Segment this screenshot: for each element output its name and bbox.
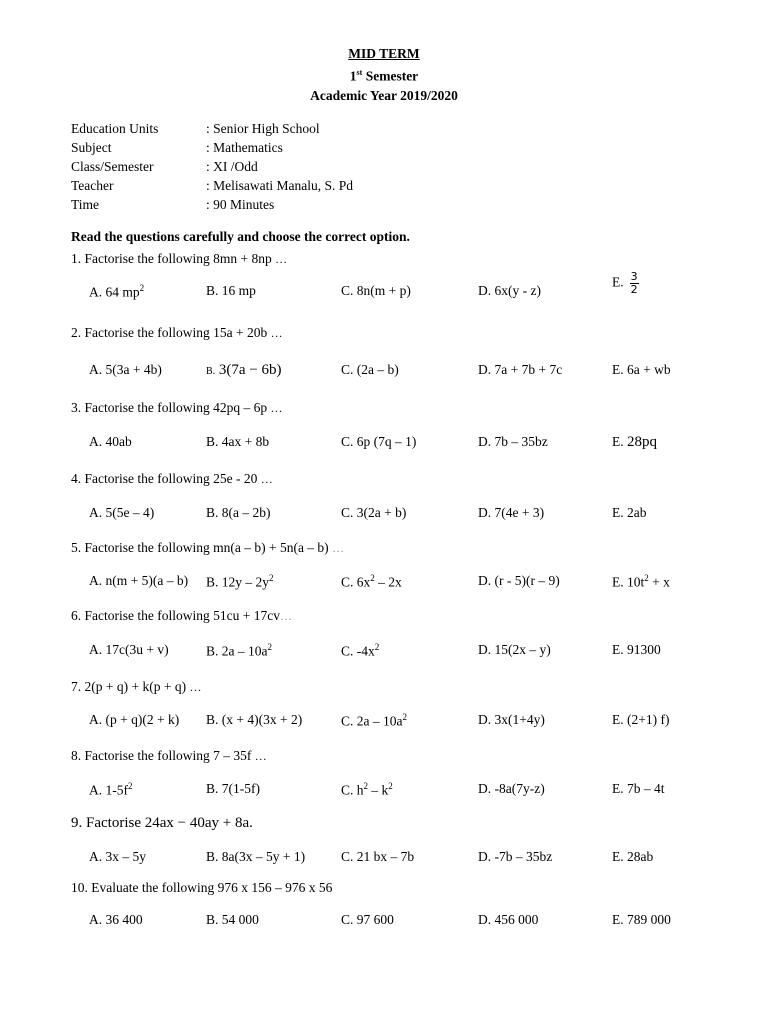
option-a[interactable]: A. $1-5f^2$ <box>89 781 133 798</box>
options-1 <box>89 270 729 303</box>
option-c[interactable]: C. $2a - 10a^2$ <box>341 712 407 729</box>
option-d[interactable]: D. 456 000 <box>478 912 539 927</box>
options-5 <box>89 573 729 593</box>
option-a[interactable]: A. 17c(3u + v) <box>89 642 169 657</box>
option-e[interactable]: E. 28ab <box>612 849 654 864</box>
fraction: $\frac{3}{2}$ <box>630 270 638 296</box>
semester-line: 1st Semester <box>349 68 419 84</box>
options-7 <box>89 712 729 732</box>
option-c[interactable]: C. 3(2a + b) <box>341 505 407 520</box>
options-9 <box>89 849 729 869</box>
option-b[interactable]: B. 8a(3x – 5y + 1) <box>206 849 306 864</box>
option-e[interactable]: E. 6a + wb <box>612 362 671 377</box>
option-b[interactable]: B. 54 000 <box>206 912 259 927</box>
question-10: 10. Evaluate the following 976 x 156 – 976 x 56 <box>71 880 333 895</box>
option-e[interactable]: E. 789 000 <box>612 912 671 927</box>
option-a[interactable]: A. 5(3a + 4b) <box>89 362 162 377</box>
option-b[interactable]: B. (x + 4)(3x + 2) <box>206 712 303 727</box>
option-d[interactable]: D. (r - 5)(r – 9) <box>478 573 560 588</box>
options-3 <box>89 434 729 454</box>
option-d[interactable]: D. 7(4e + 3) <box>478 505 545 520</box>
options-8 <box>89 781 729 801</box>
option-c[interactable]: C. 97 600 <box>341 912 394 927</box>
option-a[interactable]: A. 64 $mp^2$ <box>89 283 145 300</box>
question-6: 6. Factorise the following 51cu + 17cv… <box>71 608 293 623</box>
option-a[interactable]: A. 3x – 5y <box>89 849 146 864</box>
option-a[interactable]: A. 5(5e – 4) <box>89 505 155 520</box>
option-c[interactable]: C. $h^2 - k^2$ <box>341 781 393 798</box>
question-8: 8. Factorise the following 7 – 35f … <box>71 748 268 763</box>
doc-title: MID TERM <box>348 46 420 61</box>
option-b[interactable]: B. $2a - 10a^2$ <box>206 642 272 659</box>
option-e[interactable]: E. 7b – 4t <box>612 781 665 796</box>
option-c[interactable]: C. $6x^2 - 2x$ <box>341 573 402 590</box>
option-a[interactable]: A. n(m + 5)(a – b) <box>89 573 189 588</box>
question-3: 3. Factorise the following 42pq – 6p … <box>71 400 284 415</box>
option-e[interactable]: E. $10t^2 + x$ <box>612 573 670 590</box>
exam-info <box>71 119 353 214</box>
option-b[interactable]: B. 3(7a − 6b) <box>206 362 282 378</box>
option-d[interactable]: D. 7b – 35bz <box>478 434 548 449</box>
question-2: 2. Factorise the following 15a + 20b … <box>71 325 284 340</box>
option-d[interactable]: D. -8a(7y-z) <box>478 781 545 796</box>
options-2 <box>89 362 729 382</box>
document-header <box>0 44 768 105</box>
instructions: Read the questions carefully and choose the correct option. <box>71 229 410 244</box>
question-5: 5. Factorise the following mn(a – b) + 5n(a – b) … <box>71 540 346 555</box>
option-e[interactable]: E. 2ab <box>612 505 647 520</box>
info-row: Teacher : Melisawati Manalu, S. Pd <box>71 178 353 193</box>
option-d[interactable]: D. 7a + 7b + 7c <box>478 362 563 377</box>
option-b[interactable]: B. 8(a – 2b) <box>206 505 271 520</box>
option-b[interactable]: B. $12y - 2y^2$ <box>206 573 274 590</box>
option-a[interactable]: A. 40ab <box>89 434 132 449</box>
option-a[interactable]: A. (p + q)(2 + k) <box>89 712 180 727</box>
option-c[interactable]: C. 8n(m + p) <box>341 283 411 298</box>
option-b[interactable]: B. 4ax + 8b <box>206 434 270 449</box>
option-c[interactable]: C. (2a – b) <box>341 362 399 377</box>
option-d[interactable]: D. 3x(1+4y) <box>478 712 545 727</box>
info-row: Time : 90 Minutes <box>71 197 275 212</box>
info-row: Education Units : Senior High School <box>71 121 320 136</box>
option-b[interactable]: B. 7(1-5f) <box>206 781 260 796</box>
option-e[interactable]: E. (2+1) f) <box>612 712 670 727</box>
option-c[interactable]: C. 21 bx – 7b <box>341 849 415 864</box>
option-c[interactable]: C. 6p (7q – 1) <box>341 434 417 449</box>
option-e[interactable]: E. 28pq <box>612 434 657 450</box>
option-d[interactable]: D. 15(2x – y) <box>478 642 551 657</box>
option-e[interactable]: E. 91300 <box>612 642 661 657</box>
options-6 <box>89 642 729 662</box>
info-row: Subject : Mathematics <box>71 140 283 155</box>
info-row: Class/Semester : XI /Odd <box>71 159 258 174</box>
question-9: 9. Factorise 24ax − 40ay + 8a. <box>71 815 253 831</box>
option-d[interactable]: D. 6x(y - z) <box>478 283 541 298</box>
option-e[interactable]: E. $\frac{3}{2}$ <box>612 270 638 296</box>
option-a[interactable]: A. 36 400 <box>89 912 143 927</box>
question-7: 7. 2(p + q) + k(p + q) … <box>71 679 203 694</box>
question-4: 4. Factorise the following 25e - 20 … <box>71 471 274 486</box>
option-d[interactable]: D. -7b – 35bz <box>478 849 553 864</box>
academic-year: Academic Year 2019/2020 <box>310 87 458 103</box>
option-b[interactable]: B. 16 mp <box>206 283 256 298</box>
options-4 <box>89 505 729 525</box>
options-10 <box>89 912 729 932</box>
option-c[interactable]: C. $-4x^2$ <box>341 642 380 659</box>
question-1: 1. Factorise the following 8mn + 8np … <box>71 251 289 266</box>
